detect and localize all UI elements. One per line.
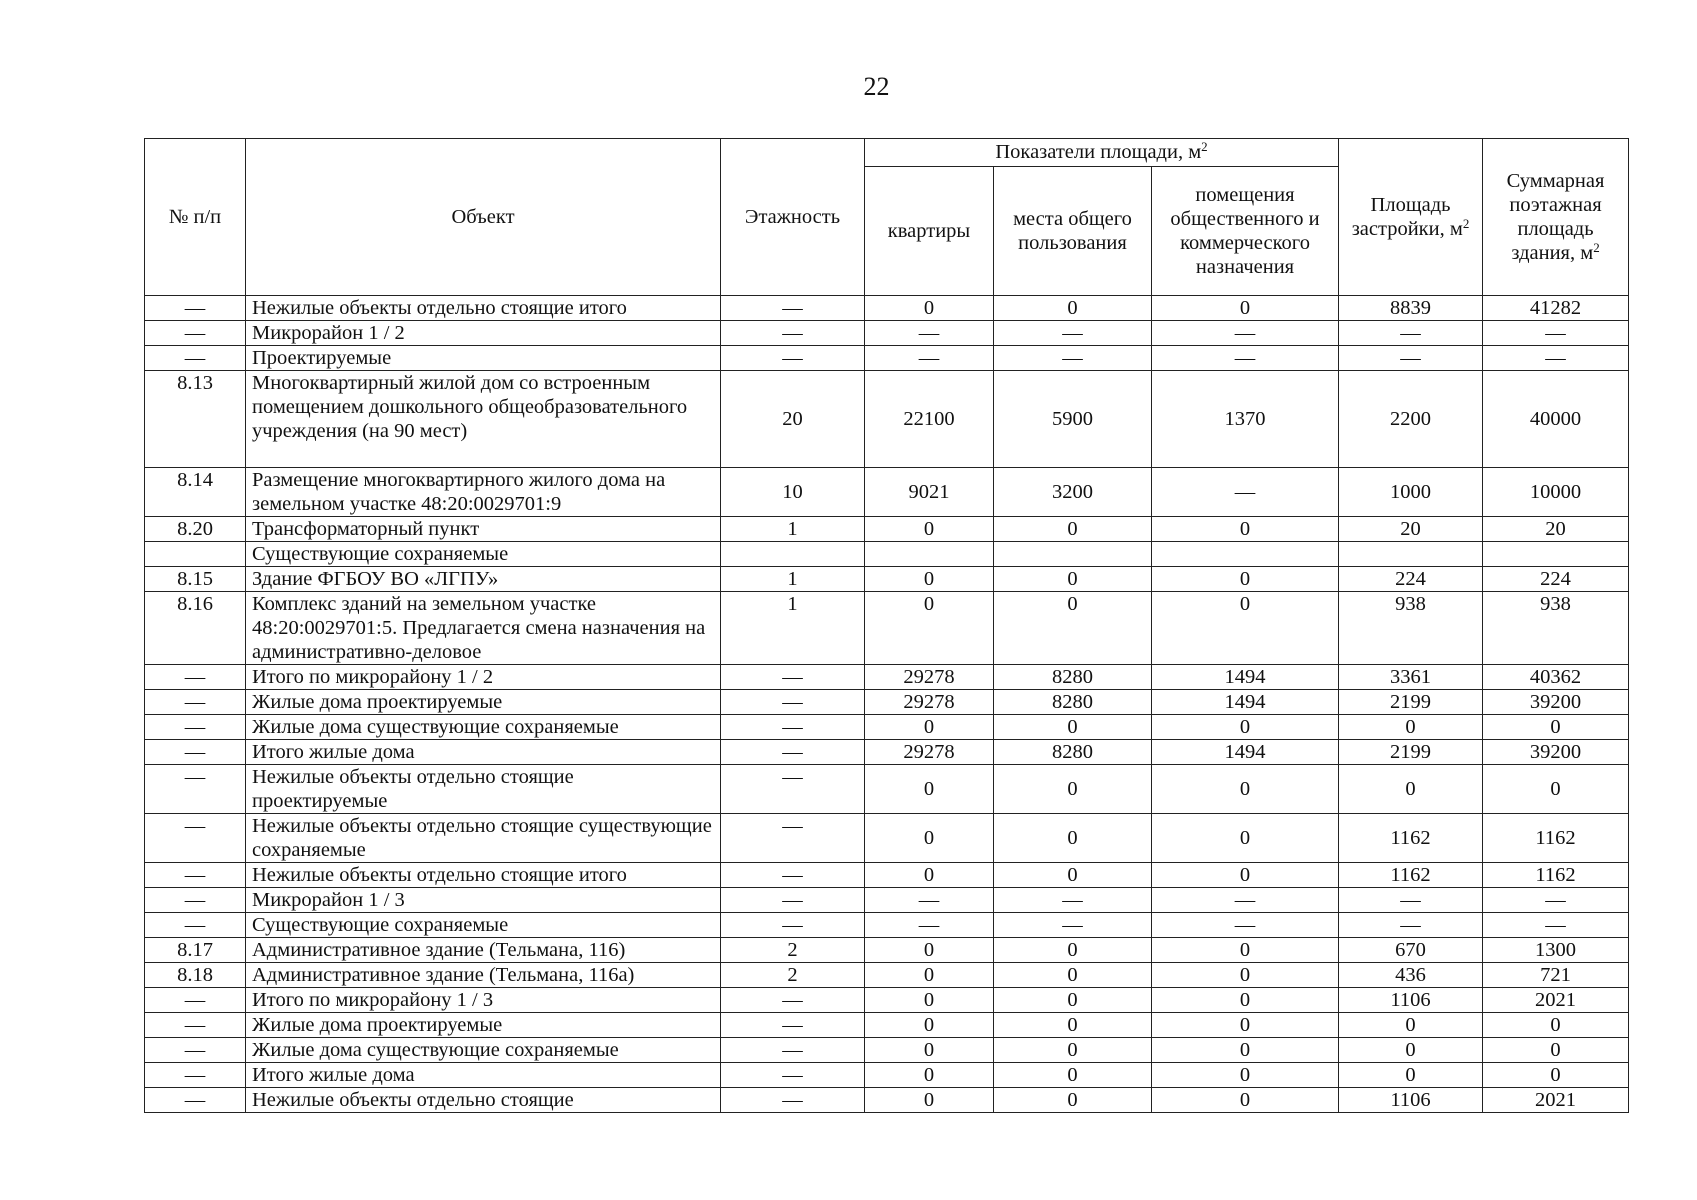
cell-footprint: 436: [1339, 963, 1483, 988]
cell-footprint: —: [1339, 913, 1483, 938]
cell-floors: —: [721, 814, 865, 863]
cell-total: 1162: [1483, 863, 1629, 888]
header-common: места общего пользования: [994, 167, 1152, 296]
cell-commercial: —: [1152, 321, 1339, 346]
table-row: [145, 1038, 1629, 1063]
header-area-group: [865, 139, 1339, 167]
header-num: № п/п: [145, 139, 246, 296]
cell-commercial: 0: [1152, 814, 1339, 863]
cell-total: 1162: [1483, 814, 1629, 863]
cell-commercial: —: [1152, 888, 1339, 913]
cell-footprint: 0: [1339, 1013, 1483, 1038]
cell-common: 0: [994, 1013, 1152, 1038]
cell-apartments: [865, 542, 994, 567]
cell-common: —: [994, 321, 1152, 346]
table-header: [145, 139, 1629, 296]
cell-common: 8280: [994, 665, 1152, 690]
cell-footprint: 0: [1339, 1063, 1483, 1088]
cell-num: —: [145, 888, 246, 913]
cell-total: 40000: [1483, 371, 1629, 468]
cell-total: 2021: [1483, 1088, 1629, 1113]
cell-object: Комплекс зданий на земельном участке 48:20:0029701:5. Предлагается смена назначения на административно-деловое: [246, 592, 721, 665]
cell-commercial: 0: [1152, 1038, 1339, 1063]
cell-footprint: 1162: [1339, 863, 1483, 888]
table-row: [145, 665, 1629, 690]
cell-common: —: [994, 346, 1152, 371]
cell-num: 8.20: [145, 517, 246, 542]
cell-total: —: [1483, 346, 1629, 371]
cell-apartments: 0: [865, 988, 994, 1013]
cell-total: 40362: [1483, 665, 1629, 690]
cell-apartments: —: [865, 346, 994, 371]
cell-object: Итого по микрорайону 1 / 3: [246, 988, 721, 1013]
cell-apartments: 0: [865, 517, 994, 542]
table-row: [145, 1088, 1629, 1113]
cell-object: Размещение многоквартирного жилого дома на земельном участке 48:20:0029701:9: [246, 468, 721, 517]
cell-num: —: [145, 296, 246, 321]
cell-num: —: [145, 988, 246, 1013]
cell-footprint: 1106: [1339, 1088, 1483, 1113]
cell-apartments: —: [865, 888, 994, 913]
cell-common: 8280: [994, 690, 1152, 715]
cell-floors: —: [721, 690, 865, 715]
table-row: [145, 715, 1629, 740]
cell-apartments: 9021: [865, 468, 994, 517]
cell-apartments: 0: [865, 1063, 994, 1088]
cell-floors: —: [721, 863, 865, 888]
cell-footprint: 670: [1339, 938, 1483, 963]
cell-total: 41282: [1483, 296, 1629, 321]
cell-num: 8.17: [145, 938, 246, 963]
cell-num: —: [145, 1013, 246, 1038]
cell-apartments: —: [865, 321, 994, 346]
cell-commercial: 1370: [1152, 371, 1339, 468]
cell-common: 0: [994, 988, 1152, 1013]
cell-apartments: 0: [865, 765, 994, 814]
cell-common: 0: [994, 765, 1152, 814]
header-footprint-sup: 2: [1462, 216, 1470, 231]
cell-object: Административное здание (Тельмана, 116): [246, 938, 721, 963]
table-row: [145, 938, 1629, 963]
cell-object: Административное здание (Тельмана, 116а): [246, 963, 721, 988]
cell-floors: —: [721, 988, 865, 1013]
table-row: [145, 542, 1629, 567]
cell-floors: —: [721, 765, 865, 814]
cell-common: 0: [994, 592, 1152, 665]
cell-total: 938: [1483, 592, 1629, 665]
table-row: [145, 888, 1629, 913]
cell-common: 0: [994, 296, 1152, 321]
cell-total: 20: [1483, 517, 1629, 542]
cell-commercial: 0: [1152, 938, 1339, 963]
cell-floors: —: [721, 321, 865, 346]
cell-commercial: —: [1152, 913, 1339, 938]
cell-object: Итого жилые дома: [246, 1063, 721, 1088]
cell-footprint: —: [1339, 321, 1483, 346]
cell-floors: [721, 542, 865, 567]
cell-commercial: 0: [1152, 296, 1339, 321]
cell-object: Существующие сохраняемые: [246, 542, 721, 567]
header-total-label: Суммарная поэтажная площадь здания, м: [1506, 170, 1605, 264]
cell-footprint: 2199: [1339, 690, 1483, 715]
cell-commercial: 0: [1152, 567, 1339, 592]
cell-num: 8.15: [145, 567, 246, 592]
cell-object: Нежилые объекты отдельно стоящие: [246, 1088, 721, 1113]
table-row: [145, 346, 1629, 371]
cell-num: —: [145, 740, 246, 765]
table-row: [145, 468, 1629, 517]
cell-apartments: 0: [865, 814, 994, 863]
cell-commercial: [1152, 542, 1339, 567]
cell-footprint: 0: [1339, 765, 1483, 814]
cell-apartments: 0: [865, 1088, 994, 1113]
cell-total: —: [1483, 321, 1629, 346]
cell-object: Микрорайон 1 / 2: [246, 321, 721, 346]
table-row: [145, 913, 1629, 938]
table-row: [145, 1063, 1629, 1088]
cell-floors: —: [721, 715, 865, 740]
cell-apartments: 0: [865, 963, 994, 988]
cell-num: —: [145, 765, 246, 814]
cell-floors: —: [721, 913, 865, 938]
cell-apartments: 0: [865, 296, 994, 321]
cell-floors: 20: [721, 371, 865, 468]
table-row: [145, 814, 1629, 863]
cell-common: —: [994, 888, 1152, 913]
cell-num: —: [145, 1063, 246, 1088]
cell-common: [994, 542, 1152, 567]
table-body: [145, 296, 1629, 1113]
cell-commercial: —: [1152, 346, 1339, 371]
cell-object: Жилые дома проектируемые: [246, 1013, 721, 1038]
cell-num: —: [145, 346, 246, 371]
cell-object: Нежилые объекты отдельно стоящие итого: [246, 863, 721, 888]
cell-common: 0: [994, 1038, 1152, 1063]
cell-floors: 1: [721, 517, 865, 542]
cell-object: Нежилые объекты отдельно стоящие итого: [246, 296, 721, 321]
cell-floors: —: [721, 1063, 865, 1088]
cell-num: —: [145, 715, 246, 740]
cell-apartments: 22100: [865, 371, 994, 468]
cell-total: [1483, 542, 1629, 567]
cell-num: 8.18: [145, 963, 246, 988]
cell-commercial: 0: [1152, 963, 1339, 988]
cell-commercial: 1494: [1152, 665, 1339, 690]
cell-footprint: 1106: [1339, 988, 1483, 1013]
cell-common: 5900: [994, 371, 1152, 468]
cell-footprint: 2199: [1339, 740, 1483, 765]
cell-num: [145, 542, 246, 567]
header-footprint: [1339, 139, 1483, 296]
cell-num: —: [145, 321, 246, 346]
header-total-sup: 2: [1593, 240, 1600, 255]
cell-floors: —: [721, 740, 865, 765]
cell-floors: 1: [721, 592, 865, 665]
cell-floors: 10: [721, 468, 865, 517]
cell-object: Трансформаторный пункт: [246, 517, 721, 542]
cell-object: Жилые дома проектируемые: [246, 690, 721, 715]
area-indicators-table: [144, 138, 1629, 1113]
cell-apartments: 0: [865, 715, 994, 740]
cell-floors: —: [721, 1088, 865, 1113]
table-row: [145, 371, 1629, 468]
cell-total: 0: [1483, 1063, 1629, 1088]
cell-num: —: [145, 690, 246, 715]
cell-commercial: 0: [1152, 715, 1339, 740]
cell-footprint: 0: [1339, 715, 1483, 740]
cell-object: Жилые дома существующие сохраняемые: [246, 715, 721, 740]
table-row: [145, 740, 1629, 765]
cell-floors: —: [721, 296, 865, 321]
cell-floors: —: [721, 1038, 865, 1063]
table-row: [145, 296, 1629, 321]
cell-apartments: 29278: [865, 740, 994, 765]
cell-common: —: [994, 913, 1152, 938]
cell-common: 0: [994, 938, 1152, 963]
header-object: Объект: [246, 139, 721, 296]
cell-common: 3200: [994, 468, 1152, 517]
cell-object: Существующие сохраняемые: [246, 913, 721, 938]
cell-apartments: 0: [865, 567, 994, 592]
cell-object: Жилые дома существующие сохраняемые: [246, 1038, 721, 1063]
header-footprint-label: Площадь застройки, м: [1351, 194, 1463, 240]
cell-common: 0: [994, 517, 1152, 542]
page-number: 22: [863, 72, 890, 101]
cell-object: Проектируемые: [246, 346, 721, 371]
cell-num: —: [145, 665, 246, 690]
cell-total: —: [1483, 888, 1629, 913]
cell-floors: —: [721, 665, 865, 690]
header-area-group-label: Показатели площади, м: [995, 141, 1202, 163]
cell-commercial: 1494: [1152, 690, 1339, 715]
cell-apartments: 0: [865, 1013, 994, 1038]
cell-footprint: [1339, 542, 1483, 567]
cell-total: 10000: [1483, 468, 1629, 517]
cell-commercial: 0: [1152, 863, 1339, 888]
cell-footprint: 8839: [1339, 296, 1483, 321]
cell-apartments: 0: [865, 938, 994, 963]
cell-total: 0: [1483, 1038, 1629, 1063]
cell-total: 39200: [1483, 690, 1629, 715]
cell-commercial: 0: [1152, 765, 1339, 814]
cell-floors: 2: [721, 938, 865, 963]
cell-footprint: 2200: [1339, 371, 1483, 468]
cell-commercial: 0: [1152, 592, 1339, 665]
table-row: [145, 567, 1629, 592]
cell-object: Микрорайон 1 / 3: [246, 888, 721, 913]
table-row: [145, 863, 1629, 888]
cell-apartments: 0: [865, 1038, 994, 1063]
cell-total: 224: [1483, 567, 1629, 592]
cell-num: —: [145, 863, 246, 888]
table-row: [145, 321, 1629, 346]
cell-object: Итого жилые дома: [246, 740, 721, 765]
table-row: [145, 765, 1629, 814]
cell-num: —: [145, 1088, 246, 1113]
table-row: [145, 690, 1629, 715]
cell-floors: 2: [721, 963, 865, 988]
header-floors: Этажность: [721, 139, 865, 296]
cell-common: 0: [994, 1063, 1152, 1088]
cell-object: Нежилые объекты отдельно стоящие проектируемые: [246, 765, 721, 814]
cell-apartments: 29278: [865, 690, 994, 715]
cell-total: 0: [1483, 1013, 1629, 1038]
cell-apartments: —: [865, 913, 994, 938]
cell-num: —: [145, 814, 246, 863]
cell-commercial: —: [1152, 468, 1339, 517]
table-row: [145, 592, 1629, 665]
cell-common: 0: [994, 715, 1152, 740]
cell-total: 721: [1483, 963, 1629, 988]
cell-total: 2021: [1483, 988, 1629, 1013]
table-row: [145, 988, 1629, 1013]
header-commercial: помещения общественного и коммерческого назначения: [1152, 167, 1339, 296]
cell-footprint: 1162: [1339, 814, 1483, 863]
cell-apartments: 29278: [865, 665, 994, 690]
cell-commercial: 0: [1152, 1063, 1339, 1088]
cell-floors: —: [721, 346, 865, 371]
cell-total: —: [1483, 913, 1629, 938]
cell-footprint: 1000: [1339, 468, 1483, 517]
cell-common: 0: [994, 863, 1152, 888]
table-row: [145, 963, 1629, 988]
cell-apartments: 0: [865, 592, 994, 665]
cell-object: Итого по микрорайону 1 / 2: [246, 665, 721, 690]
cell-floors: 1: [721, 567, 865, 592]
header-total: [1483, 139, 1629, 296]
cell-num: —: [145, 1038, 246, 1063]
table-row: [145, 1013, 1629, 1038]
cell-total: 39200: [1483, 740, 1629, 765]
cell-total: 1300: [1483, 938, 1629, 963]
cell-commercial: 0: [1152, 517, 1339, 542]
cell-footprint: 224: [1339, 567, 1483, 592]
cell-common: 0: [994, 963, 1152, 988]
cell-object: Многоквартирный жилой дом со встроенным помещением дошкольного общеобразовательного учреждения (на 90 мест): [246, 371, 721, 468]
header-apartments: квартиры: [865, 167, 994, 296]
cell-object: Здание ФГБОУ ВО «ЛГПУ»: [246, 567, 721, 592]
cell-footprint: 20: [1339, 517, 1483, 542]
cell-footprint: 938: [1339, 592, 1483, 665]
cell-floors: —: [721, 1013, 865, 1038]
cell-common: 0: [994, 567, 1152, 592]
cell-floors: —: [721, 888, 865, 913]
cell-apartments: 0: [865, 863, 994, 888]
cell-num: 8.14: [145, 468, 246, 517]
cell-num: 8.16: [145, 592, 246, 665]
cell-num: 8.13: [145, 371, 246, 468]
cell-commercial: 1494: [1152, 740, 1339, 765]
cell-object: Нежилые объекты отдельно стоящие существующие сохраняемые: [246, 814, 721, 863]
cell-common: 8280: [994, 740, 1152, 765]
cell-commercial: 0: [1152, 988, 1339, 1013]
cell-num: —: [145, 913, 246, 938]
cell-total: 0: [1483, 765, 1629, 814]
cell-footprint: —: [1339, 888, 1483, 913]
cell-footprint: —: [1339, 346, 1483, 371]
cell-common: 0: [994, 1088, 1152, 1113]
header-area-group-sup: 2: [1201, 139, 1208, 154]
cell-total: 0: [1483, 715, 1629, 740]
cell-common: 0: [994, 814, 1152, 863]
cell-footprint: 3361: [1339, 665, 1483, 690]
cell-footprint: 0: [1339, 1038, 1483, 1063]
cell-commercial: 0: [1152, 1088, 1339, 1113]
cell-commercial: 0: [1152, 1013, 1339, 1038]
table-row: [145, 517, 1629, 542]
